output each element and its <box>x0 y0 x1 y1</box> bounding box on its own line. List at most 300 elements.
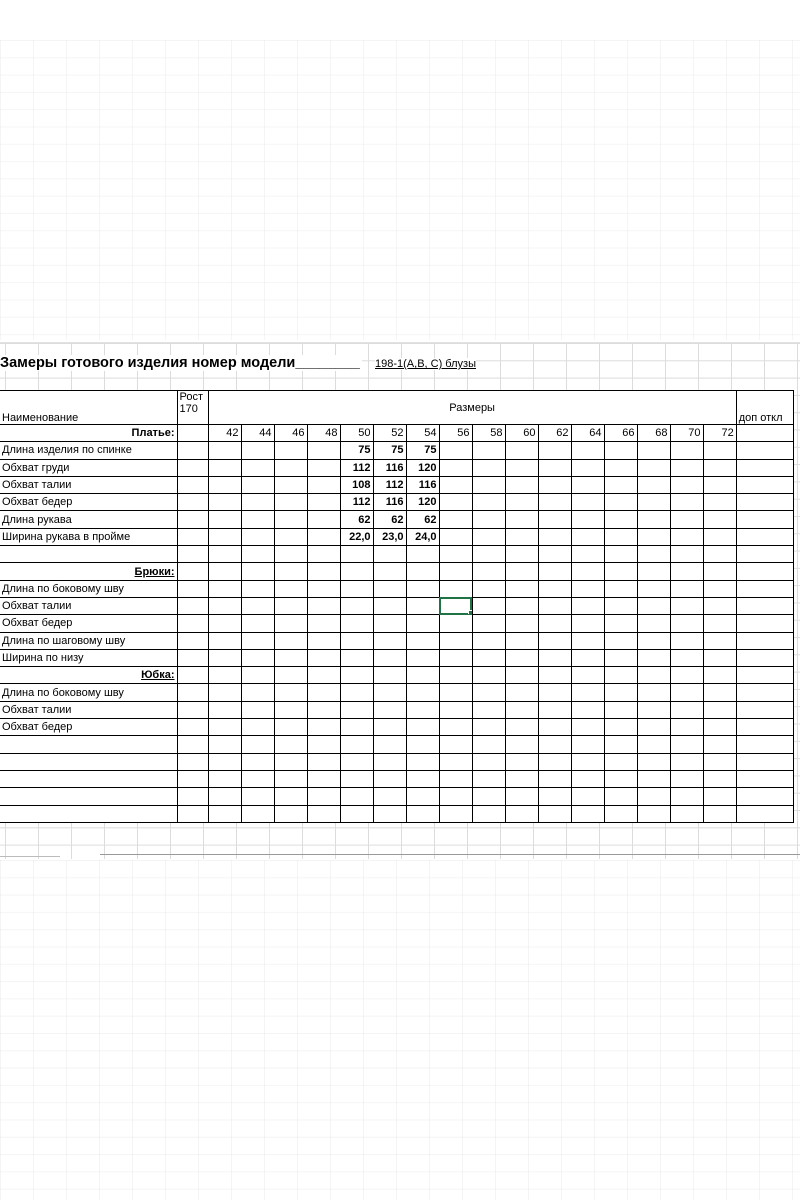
empty-cell[interactable] <box>604 546 637 563</box>
empty-cell[interactable] <box>241 736 274 753</box>
empty-cell[interactable] <box>604 805 637 822</box>
size-cell-54[interactable]: 75 <box>406 442 439 459</box>
size-cell-70[interactable] <box>670 511 703 528</box>
empty-cell[interactable] <box>571 770 604 787</box>
size-cell-42[interactable] <box>208 494 241 511</box>
empty-cell[interactable] <box>177 805 208 822</box>
empty-cell[interactable] <box>274 805 307 822</box>
empty-cell[interactable] <box>505 788 538 805</box>
size-cell-44[interactable] <box>241 615 274 632</box>
dop-cell[interactable] <box>736 701 793 718</box>
empty-cell[interactable] <box>670 736 703 753</box>
size-cell-70[interactable] <box>670 684 703 701</box>
size-cell-60[interactable] <box>505 632 538 649</box>
size-cell-56[interactable] <box>439 649 472 666</box>
size-cell-72[interactable] <box>703 442 736 459</box>
size-cell-48[interactable] <box>307 580 340 597</box>
size-cell-42[interactable] <box>208 528 241 545</box>
size-cell-64[interactable] <box>571 719 604 736</box>
size-cell-52[interactable]: 116 <box>373 494 406 511</box>
skirt-row-label[interactable]: Обхват бедер <box>0 719 177 736</box>
empty-cell[interactable] <box>208 736 241 753</box>
size-cell-62[interactable] <box>538 615 571 632</box>
empty-cell[interactable] <box>208 546 241 563</box>
empty-cell[interactable] <box>637 736 670 753</box>
empty-cell[interactable] <box>736 546 793 563</box>
size-cell-42[interactable] <box>208 701 241 718</box>
empty-label-cell[interactable] <box>0 805 177 822</box>
size-cell-62[interactable] <box>538 580 571 597</box>
size-cell-60[interactable] <box>505 597 538 614</box>
size-cell-54[interactable]: 120 <box>406 494 439 511</box>
size-label-48[interactable]: 48 <box>307 425 340 442</box>
size-cell-60[interactable] <box>505 580 538 597</box>
size-cell-64[interactable] <box>571 459 604 476</box>
size-cell-72[interactable] <box>703 701 736 718</box>
empty-cell[interactable] <box>538 546 571 563</box>
empty-cell[interactable] <box>571 805 604 822</box>
size-cell-70[interactable] <box>670 494 703 511</box>
empty-cell[interactable] <box>505 546 538 563</box>
size-cell-60[interactable] <box>505 442 538 459</box>
empty-cell[interactable] <box>373 667 406 684</box>
size-cell-62[interactable] <box>538 459 571 476</box>
size-cell-46[interactable] <box>274 597 307 614</box>
empty-cell[interactable] <box>736 667 793 684</box>
size-label-56[interactable]: 56 <box>439 425 472 442</box>
size-cell-64[interactable] <box>571 476 604 493</box>
size-cell-64[interactable] <box>571 511 604 528</box>
size-cell-50[interactable]: 112 <box>340 494 373 511</box>
header-dop-cell[interactable] <box>736 391 793 425</box>
empty-cell[interactable] <box>177 546 208 563</box>
size-cell-50[interactable] <box>340 615 373 632</box>
size-cell-70[interactable] <box>670 442 703 459</box>
size-cell-46[interactable] <box>274 649 307 666</box>
empty-cell[interactable] <box>208 788 241 805</box>
size-cell-50[interactable] <box>340 701 373 718</box>
size-cell-54[interactable]: 120 <box>406 459 439 476</box>
size-cell-52[interactable]: 112 <box>373 476 406 493</box>
empty-cell[interactable] <box>406 736 439 753</box>
dop-cell[interactable] <box>736 719 793 736</box>
size-cell-62[interactable] <box>538 476 571 493</box>
empty-cell[interactable] <box>406 805 439 822</box>
rost-cell[interactable] <box>177 459 208 476</box>
size-cell-50[interactable]: 62 <box>340 511 373 528</box>
empty-cell[interactable] <box>472 805 505 822</box>
empty-cell[interactable] <box>274 753 307 770</box>
size-cell-58[interactable] <box>472 615 505 632</box>
size-cell-70[interactable] <box>670 597 703 614</box>
size-label-60[interactable]: 60 <box>505 425 538 442</box>
size-cell-58[interactable] <box>472 442 505 459</box>
size-cell-54[interactable] <box>406 684 439 701</box>
size-cell-46[interactable] <box>274 684 307 701</box>
size-cell-70[interactable] <box>670 701 703 718</box>
size-cell-46[interactable] <box>274 459 307 476</box>
empty-cell[interactable] <box>241 546 274 563</box>
empty-cell[interactable] <box>637 667 670 684</box>
size-cell-66[interactable] <box>604 476 637 493</box>
empty-cell[interactable] <box>538 736 571 753</box>
size-cell-64[interactable] <box>571 632 604 649</box>
size-label-44[interactable]: 44 <box>241 425 274 442</box>
size-cell-52[interactable] <box>373 597 406 614</box>
section-skirt-label[interactable]: Юбка: <box>0 667 177 684</box>
size-cell-62[interactable] <box>538 442 571 459</box>
size-cell-66[interactable] <box>604 580 637 597</box>
empty-cell[interactable] <box>604 788 637 805</box>
size-label-58[interactable]: 58 <box>472 425 505 442</box>
empty-cell[interactable] <box>340 667 373 684</box>
size-cell-48[interactable] <box>307 442 340 459</box>
empty-cell[interactable] <box>208 667 241 684</box>
empty-label-cell[interactable] <box>0 546 177 563</box>
empty-cell[interactable] <box>340 788 373 805</box>
empty-cell[interactable] <box>373 753 406 770</box>
size-cell-66[interactable] <box>604 719 637 736</box>
size-cell-56[interactable] <box>439 494 472 511</box>
empty-cell[interactable] <box>505 736 538 753</box>
empty-cell[interactable] <box>670 805 703 822</box>
size-cell-52[interactable] <box>373 632 406 649</box>
empty-cell[interactable] <box>406 753 439 770</box>
size-cell-48[interactable] <box>307 459 340 476</box>
empty-cell[interactable] <box>538 770 571 787</box>
dress-row-label[interactable]: Длина рукава <box>0 511 177 528</box>
size-cell-60[interactable] <box>505 476 538 493</box>
size-cell-66[interactable] <box>604 511 637 528</box>
empty-cell[interactable] <box>604 563 637 580</box>
empty-cell[interactable] <box>670 753 703 770</box>
size-cell-54[interactable]: 116 <box>406 476 439 493</box>
size-cell-62[interactable] <box>538 494 571 511</box>
size-label-62[interactable]: 62 <box>538 425 571 442</box>
size-cell-46[interactable] <box>274 719 307 736</box>
size-cell-60[interactable] <box>505 701 538 718</box>
rost-cell[interactable] <box>177 442 208 459</box>
dress-row-label[interactable]: Ширина рукава в пройме <box>0 528 177 545</box>
empty-cell[interactable] <box>241 667 274 684</box>
size-cell-66[interactable] <box>604 442 637 459</box>
empty-cell[interactable] <box>637 788 670 805</box>
empty-cell[interactable] <box>472 563 505 580</box>
size-cell-60[interactable] <box>505 511 538 528</box>
size-cell-58[interactable] <box>472 632 505 649</box>
empty-cell[interactable] <box>703 563 736 580</box>
size-cell-58[interactable] <box>472 684 505 701</box>
empty-cell[interactable] <box>307 667 340 684</box>
empty-cell[interactable] <box>373 805 406 822</box>
size-cell-70[interactable] <box>670 649 703 666</box>
empty-label-cell[interactable] <box>0 753 177 770</box>
empty-cell[interactable] <box>307 546 340 563</box>
size-cell-68[interactable] <box>637 494 670 511</box>
size-cell-64[interactable] <box>571 442 604 459</box>
size-cell-68[interactable] <box>637 476 670 493</box>
empty-cell[interactable] <box>703 805 736 822</box>
size-cell-42[interactable] <box>208 615 241 632</box>
size-cell-58[interactable] <box>472 597 505 614</box>
size-cell-50[interactable] <box>340 597 373 614</box>
size-label-50[interactable]: 50 <box>340 425 373 442</box>
size-cell-54[interactable] <box>406 597 439 614</box>
size-cell-50[interactable] <box>340 580 373 597</box>
rost-cell[interactable] <box>177 597 208 614</box>
empty-cell[interactable] <box>736 563 793 580</box>
empty-cell[interactable] <box>670 563 703 580</box>
size-cell-68[interactable] <box>637 580 670 597</box>
size-cell-48[interactable] <box>307 494 340 511</box>
empty-cell[interactable] <box>274 563 307 580</box>
size-cell-56[interactable] <box>439 719 472 736</box>
empty-cell[interactable] <box>604 770 637 787</box>
size-cell-68[interactable] <box>637 684 670 701</box>
empty-cell[interactable] <box>307 788 340 805</box>
empty-cell[interactable] <box>439 563 472 580</box>
size-cell-46[interactable] <box>274 580 307 597</box>
size-cell-42[interactable] <box>208 719 241 736</box>
size-cell-68[interactable] <box>637 701 670 718</box>
rost-cell[interactable] <box>177 632 208 649</box>
size-label-52[interactable]: 52 <box>373 425 406 442</box>
empty-cell[interactable] <box>241 770 274 787</box>
empty-cell[interactable] <box>307 753 340 770</box>
empty-cell[interactable] <box>505 770 538 787</box>
empty-cell[interactable] <box>274 736 307 753</box>
rost-cell[interactable] <box>177 511 208 528</box>
size-cell-54[interactable] <box>406 649 439 666</box>
size-cell-54[interactable] <box>406 615 439 632</box>
size-cell-62[interactable] <box>538 528 571 545</box>
size-cell-44[interactable] <box>241 684 274 701</box>
empty-cell[interactable] <box>208 805 241 822</box>
rost-cell[interactable] <box>177 701 208 718</box>
pants-row-label[interactable]: Обхват талии <box>0 597 177 614</box>
size-cell-68[interactable] <box>637 632 670 649</box>
size-cell-46[interactable] <box>274 632 307 649</box>
empty-cell[interactable] <box>505 667 538 684</box>
size-cell-64[interactable] <box>571 494 604 511</box>
empty-cell[interactable] <box>373 770 406 787</box>
size-cell-48[interactable] <box>307 649 340 666</box>
size-cell-68[interactable] <box>637 528 670 545</box>
size-cell-66[interactable] <box>604 597 637 614</box>
empty-cell[interactable] <box>406 563 439 580</box>
size-cell-72[interactable] <box>703 459 736 476</box>
section-dress-label[interactable]: Платье: <box>0 425 177 442</box>
size-cell-50[interactable] <box>340 719 373 736</box>
empty-cell[interactable] <box>538 753 571 770</box>
rost-cell[interactable] <box>177 476 208 493</box>
size-cell-72[interactable] <box>703 528 736 545</box>
size-cell-70[interactable] <box>670 719 703 736</box>
size-cell-56[interactable] <box>439 442 472 459</box>
empty-cell[interactable] <box>439 805 472 822</box>
size-cell-50[interactable]: 22,0 <box>340 528 373 545</box>
empty-cell[interactable] <box>703 546 736 563</box>
empty-cell[interactable] <box>571 546 604 563</box>
size-cell-72[interactable] <box>703 684 736 701</box>
rost-cell[interactable] <box>177 649 208 666</box>
size-cell-66[interactable] <box>604 632 637 649</box>
size-cell-70[interactable] <box>670 615 703 632</box>
empty-cell[interactable] <box>571 736 604 753</box>
empty-cell[interactable] <box>505 563 538 580</box>
empty-cell[interactable] <box>637 546 670 563</box>
empty-cell[interactable] <box>604 667 637 684</box>
empty-cell[interactable] <box>177 563 208 580</box>
header-sizes-cell[interactable] <box>208 391 736 425</box>
size-cell-44[interactable] <box>241 528 274 545</box>
empty-cell[interactable] <box>637 770 670 787</box>
size-cell-72[interactable] <box>703 632 736 649</box>
size-cell-48[interactable] <box>307 528 340 545</box>
empty-cell[interactable] <box>307 770 340 787</box>
size-cell-50[interactable]: 112 <box>340 459 373 476</box>
size-cell-48[interactable] <box>307 719 340 736</box>
empty-cell[interactable] <box>274 546 307 563</box>
empty-cell[interactable] <box>670 667 703 684</box>
dop-cell[interactable] <box>736 494 793 511</box>
size-cell-68[interactable] <box>637 442 670 459</box>
empty-cell[interactable] <box>736 753 793 770</box>
empty-cell[interactable] <box>177 753 208 770</box>
size-cell-50[interactable] <box>340 632 373 649</box>
size-cell-52[interactable] <box>373 701 406 718</box>
skirt-row-label[interactable]: Длина по боковому шву <box>0 684 177 701</box>
size-cell-52[interactable]: 116 <box>373 459 406 476</box>
size-cell-48[interactable] <box>307 615 340 632</box>
empty-cell[interactable] <box>736 805 793 822</box>
size-cell-60[interactable] <box>505 719 538 736</box>
size-cell-42[interactable] <box>208 442 241 459</box>
size-cell-54[interactable] <box>406 580 439 597</box>
size-cell-52[interactable] <box>373 615 406 632</box>
empty-cell[interactable] <box>208 563 241 580</box>
size-label-54[interactable]: 54 <box>406 425 439 442</box>
size-cell-62[interactable] <box>538 719 571 736</box>
size-cell-62[interactable] <box>538 649 571 666</box>
rost-cell[interactable] <box>177 494 208 511</box>
size-cell-64[interactable] <box>571 701 604 718</box>
dop-cell[interactable] <box>736 425 793 442</box>
empty-cell[interactable] <box>637 805 670 822</box>
size-cell-68[interactable] <box>637 459 670 476</box>
empty-cell[interactable] <box>177 736 208 753</box>
size-cell-52[interactable]: 62 <box>373 511 406 528</box>
empty-cell[interactable] <box>208 770 241 787</box>
empty-cell[interactable] <box>406 770 439 787</box>
size-cell-58[interactable] <box>472 459 505 476</box>
dop-cell[interactable] <box>736 442 793 459</box>
size-cell-44[interactable] <box>241 476 274 493</box>
size-cell-66[interactable] <box>604 528 637 545</box>
size-cell-58[interactable] <box>472 511 505 528</box>
size-cell-72[interactable] <box>703 615 736 632</box>
empty-cell[interactable] <box>373 736 406 753</box>
empty-cell[interactable] <box>472 788 505 805</box>
size-label-66[interactable]: 66 <box>604 425 637 442</box>
header-rost-cell[interactable] <box>177 391 208 425</box>
empty-cell[interactable] <box>373 563 406 580</box>
size-cell-42[interactable] <box>208 580 241 597</box>
size-cell-48[interactable] <box>307 597 340 614</box>
size-cell-62[interactable] <box>538 701 571 718</box>
empty-cell[interactable] <box>604 753 637 770</box>
size-cell-52[interactable] <box>373 649 406 666</box>
size-cell-62[interactable] <box>538 684 571 701</box>
empty-cell[interactable] <box>340 736 373 753</box>
dop-cell[interactable] <box>736 597 793 614</box>
empty-cell[interactable] <box>439 753 472 770</box>
empty-cell[interactable] <box>307 563 340 580</box>
size-cell-44[interactable] <box>241 719 274 736</box>
section-pants-label[interactable]: Брюки: <box>0 563 177 580</box>
size-cell-42[interactable] <box>208 597 241 614</box>
size-cell-58[interactable] <box>472 580 505 597</box>
empty-cell[interactable] <box>736 788 793 805</box>
size-cell-66[interactable] <box>604 459 637 476</box>
empty-cell[interactable] <box>538 667 571 684</box>
pants-row-label[interactable]: Ширина по низу <box>0 649 177 666</box>
size-cell-60[interactable] <box>505 649 538 666</box>
size-cell-52[interactable] <box>373 719 406 736</box>
size-cell-70[interactable] <box>670 476 703 493</box>
size-cell-52[interactable]: 75 <box>373 442 406 459</box>
size-cell-66[interactable] <box>604 649 637 666</box>
empty-cell[interactable] <box>571 788 604 805</box>
size-cell-56[interactable] <box>439 615 472 632</box>
size-cell-52[interactable]: 23,0 <box>373 528 406 545</box>
empty-cell[interactable] <box>274 667 307 684</box>
size-cell-72[interactable] <box>703 494 736 511</box>
size-cell-42[interactable] <box>208 511 241 528</box>
empty-cell[interactable] <box>703 667 736 684</box>
size-cell-60[interactable] <box>505 528 538 545</box>
rost-cell[interactable] <box>177 528 208 545</box>
size-cell-56[interactable] <box>439 701 472 718</box>
size-cell-50[interactable]: 75 <box>340 442 373 459</box>
dop-cell[interactable] <box>736 632 793 649</box>
rost-cell[interactable] <box>177 719 208 736</box>
empty-cell[interactable] <box>472 770 505 787</box>
size-cell-44[interactable] <box>241 649 274 666</box>
empty-cell[interactable] <box>241 563 274 580</box>
size-cell-64[interactable] <box>571 615 604 632</box>
size-cell-50[interactable] <box>340 684 373 701</box>
size-cell-54[interactable]: 62 <box>406 511 439 528</box>
empty-cell[interactable] <box>439 736 472 753</box>
rost-cell[interactable] <box>177 425 208 442</box>
size-cell-44[interactable] <box>241 442 274 459</box>
empty-cell[interactable] <box>208 753 241 770</box>
rost-cell[interactable] <box>177 580 208 597</box>
empty-cell[interactable] <box>571 667 604 684</box>
rost-cell[interactable] <box>177 684 208 701</box>
empty-cell[interactable] <box>472 753 505 770</box>
dop-cell[interactable] <box>736 580 793 597</box>
size-cell-72[interactable] <box>703 719 736 736</box>
rost-cell[interactable] <box>177 615 208 632</box>
empty-cell[interactable] <box>538 805 571 822</box>
pants-row-label[interactable]: Обхват бедер <box>0 615 177 632</box>
size-cell-64[interactable] <box>571 580 604 597</box>
size-cell-50[interactable]: 108 <box>340 476 373 493</box>
empty-cell[interactable] <box>538 563 571 580</box>
size-cell-46[interactable] <box>274 442 307 459</box>
